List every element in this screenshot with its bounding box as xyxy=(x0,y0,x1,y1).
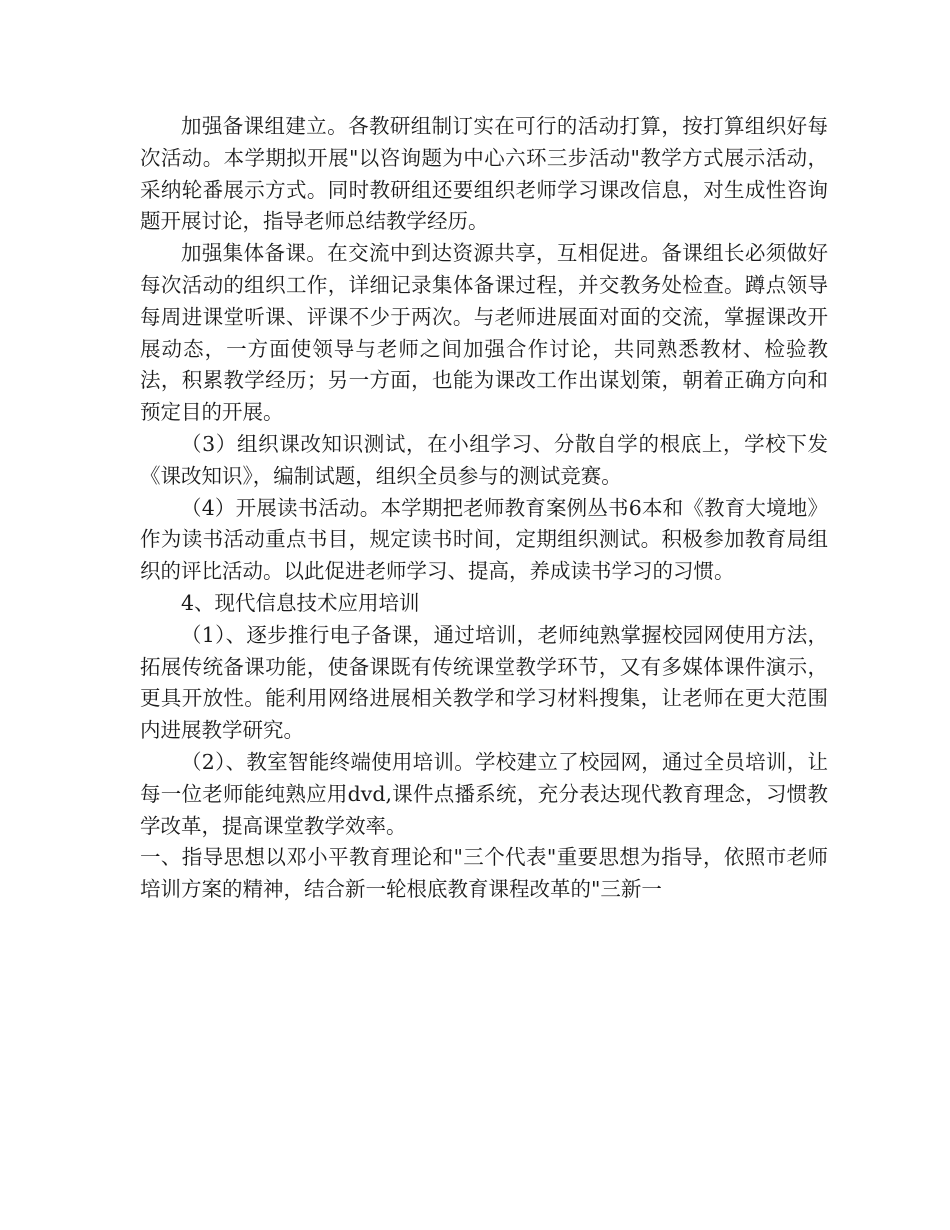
paragraph-knowledge-test: （3）组织课改知识测试，在小组学习、分散自学的根底上，学校下发《课改知识》，编制试题，组织全员参与的测试竞赛。 xyxy=(140,431,828,488)
paragraph-collective-prep: 加强集体备课。在交流中到达资源共享，互相促进。备课组长必须做好每次活动的组织工作，详细记录集体备课过程，并交教务处检查。蹲点领导每周进课堂听课、评课不少于两次。与老师进展面对面的交流，掌握课改开展动态，一方面使领导与老师之间加强合作讨论，共同熟悉教材、检验教法，积累教学经历；另一方面，也能为课改工作出谋划策，朝着正确方向和预定目的开展。 xyxy=(140,241,828,425)
paragraph-reading-activity: （4）开展读书活动。本学期把老师教育案例丛书6本和《教育大境地》作为读书活动重点书目，规定读书时间，定期组织测试。积极参加教育局组织的评比活动。以此促进老师学习、提高，养成读书学习的习惯。 xyxy=(140,495,828,584)
document-body xyxy=(140,111,828,906)
paragraph-electronic-prep: （1）、逐步推行电子备课，通过培训，老师纯熟掌握校园网使用方法，拓展传统备课功能，使备课既有传统课堂教学环节，又有多媒体课件演示，更具开放性。能利用网络进展相关教学和学习材料搜集，让老师在更大范围内进展教学研究。 xyxy=(140,622,828,743)
paragraph-lesson-group: 加强备课组建立。各教研组制订实在可行的活动打算，按打算组织好每次活动。本学期拟开展"以咨询题为中心六环三步活动"教学方式展示活动，采纳轮番展示方式。同时教研组还要组织老师学习课改信息，对生成性咨询题开展讨论，指导老师总结教学经历。 xyxy=(140,114,828,234)
paragraph-smart-terminal: （2）、教室智能终端使用培训。学校建立了校园网，通过全员培训，让每一位老师能纯熟应用dvd,课件点播系统，充分表达现代教育理念，习惯教学改革，提高课堂教学效率。 xyxy=(140,749,828,838)
paragraph-guiding-ideology: 一、指导思想以邓小平教育理论和"三个代表"重要思想为指导，依照市老师培训方案的精神，结合新一轮根底教育课程改革的"三新一 xyxy=(140,845,828,902)
section-heading-it-training: 4、现代信息技术应用培训 xyxy=(181,590,420,615)
